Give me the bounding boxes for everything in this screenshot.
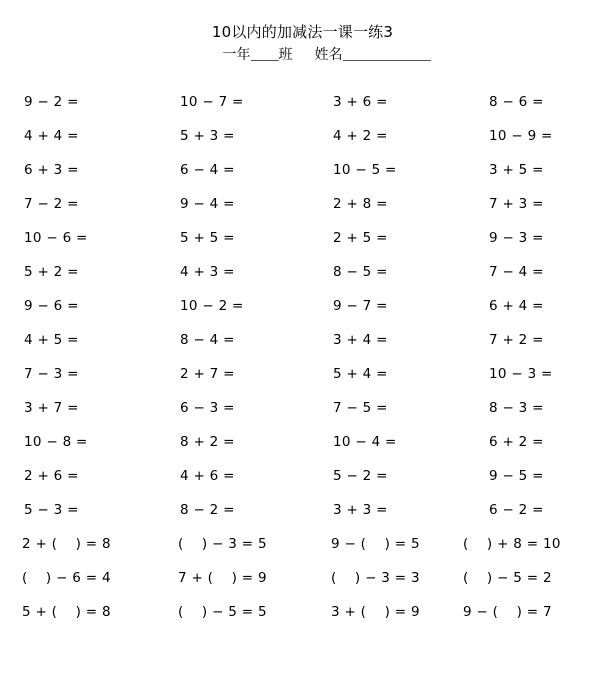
problem-item[interactable]: 7 − 2 = [24,196,79,212]
problem-row [0,160,605,194]
problem-item[interactable]: 6 − 2 = [489,502,544,518]
problem-row [0,568,605,602]
problem-item[interactable]: 7 + 2 = [489,332,544,348]
problem-item[interactable]: 9 − ( ) = 7 [463,604,552,620]
problem-item[interactable]: 8 − 2 = [180,502,235,518]
problem-item[interactable]: 2 + 6 = [24,468,79,484]
problem-item[interactable]: 4 + 6 = [180,468,235,484]
problem-item[interactable]: 6 − 3 = [180,400,235,416]
problem-item[interactable]: ( ) − 3 = 3 [331,570,420,586]
problem-item[interactable]: 3 + 5 = [489,162,544,178]
problem-item[interactable]: 8 − 4 = [180,332,235,348]
problem-item[interactable]: 9 − 2 = [24,94,79,110]
problem-item[interactable]: 9 − 5 = [489,468,544,484]
problem-item[interactable]: 6 + 2 = [489,434,544,450]
name-blank-field[interactable] [343,48,431,61]
problem-item[interactable]: 2 + 5 = [333,230,388,246]
problem-row [0,296,605,330]
problem-item[interactable]: 8 − 3 = [489,400,544,416]
problem-row [0,228,605,262]
problem-row [0,330,605,364]
problem-item[interactable]: 8 + 2 = [180,434,235,450]
problem-row [0,364,605,398]
problem-item[interactable]: 9 − 3 = [489,230,544,246]
problem-item[interactable]: 5 + 3 = [180,128,235,144]
problem-grid [0,92,605,636]
problem-row [0,466,605,500]
problem-item[interactable]: 6 + 4 = [489,298,544,314]
problem-item[interactable]: 9 − 4 = [180,196,235,212]
problem-item[interactable]: 5 − 2 = [333,468,388,484]
problem-item[interactable]: 5 − 3 = [24,502,79,518]
problem-item[interactable]: 7 − 3 = [24,366,79,382]
problem-row [0,534,605,568]
problem-item[interactable]: 7 + ( ) = 9 [178,570,267,586]
problem-item[interactable]: 4 + 3 = [180,264,235,280]
problem-item[interactable]: ( ) − 5 = 5 [178,604,267,620]
problem-item[interactable]: 7 − 4 = [489,264,544,280]
problem-item[interactable]: 10 − 9 = [489,128,553,144]
problem-item[interactable]: 2 + 8 = [333,196,388,212]
problem-row [0,398,605,432]
problem-item[interactable]: 6 + 3 = [24,162,79,178]
problem-item[interactable]: 7 − 5 = [333,400,388,416]
class-label: 班 [278,47,293,63]
problem-item[interactable]: 10 − 2 = [180,298,244,314]
problem-row [0,194,605,228]
problem-item[interactable]: 4 + 4 = [24,128,79,144]
problem-item[interactable]: 5 + 4 = [333,366,388,382]
problem-row [0,262,605,296]
problem-item[interactable]: 9 − 7 = [333,298,388,314]
problem-item[interactable]: ( ) + 8 = 10 [463,536,561,552]
problem-item[interactable]: 6 − 4 = [180,162,235,178]
problem-item[interactable]: 10 − 5 = [333,162,397,178]
problem-item[interactable]: 3 + ( ) = 9 [331,604,420,620]
problem-row [0,126,605,160]
problem-item[interactable]: 4 + 5 = [24,332,79,348]
problem-row [0,432,605,466]
problem-item[interactable]: 2 + 7 = [180,366,235,382]
problem-item[interactable]: 9 − 6 = [24,298,79,314]
problem-item[interactable]: ( ) − 3 = 5 [178,536,267,552]
problem-item[interactable]: 10 − 3 = [489,366,553,382]
problem-item[interactable]: 8 − 5 = [333,264,388,280]
problem-item[interactable]: 5 + 5 = [180,230,235,246]
problem-item[interactable]: 7 + 3 = [489,196,544,212]
problem-item[interactable]: 4 + 2 = [333,128,388,144]
problem-item[interactable]: 3 + 4 = [333,332,388,348]
problem-item[interactable]: 3 + 3 = [333,502,388,518]
problem-item[interactable]: ( ) − 5 = 2 [463,570,552,586]
worksheet-header [0,0,605,65]
problem-item[interactable]: 10 − 6 = [24,230,88,246]
problem-item[interactable]: 9 − ( ) = 5 [331,536,420,552]
problem-row [0,602,605,636]
problem-item[interactable]: 3 + 7 = [24,400,79,416]
problem-item[interactable]: ( ) − 6 = 4 [22,570,111,586]
problem-item[interactable]: 10 − 8 = [24,434,88,450]
name-label: 姓名 [314,47,343,63]
grade-label: 一年 [222,47,251,63]
student-info-row [0,45,605,65]
problem-item[interactable]: 10 − 4 = [333,434,397,450]
problem-item[interactable]: 8 − 6 = [489,94,544,110]
problem-row [0,92,605,126]
problem-item[interactable]: 5 + ( ) = 8 [22,604,111,620]
problem-item[interactable]: 2 + ( ) = 8 [22,536,111,552]
class-blank-field[interactable] [251,48,279,61]
problem-row [0,500,605,534]
page-title: 10以内的加减法一课一练3 [211,23,394,41]
problem-item[interactable]: 3 + 6 = [333,94,388,110]
problem-item[interactable]: 5 + 2 = [24,264,79,280]
problem-item[interactable]: 10 − 7 = [180,94,244,110]
